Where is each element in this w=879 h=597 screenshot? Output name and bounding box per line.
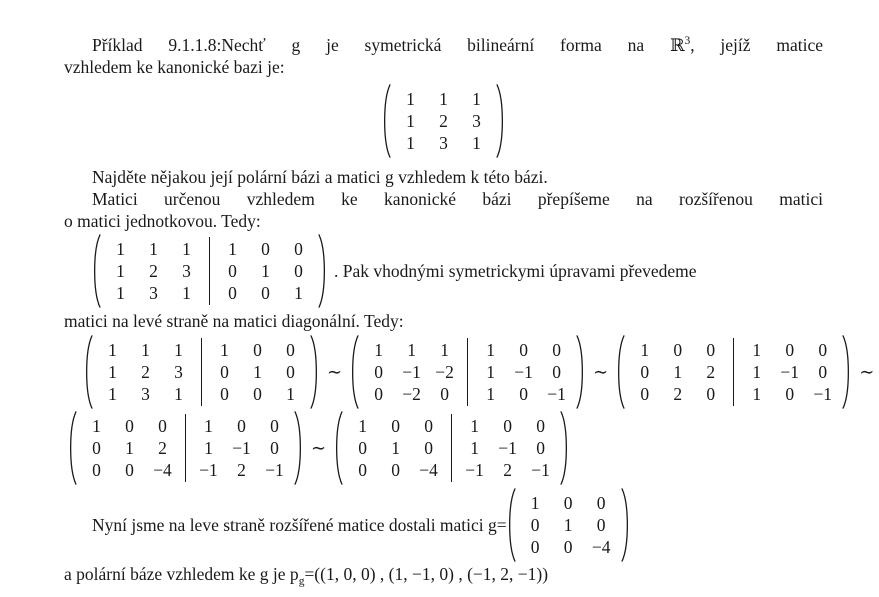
matrix-cell: 0 xyxy=(286,362,295,382)
matrix-cell: 0 xyxy=(785,340,795,360)
matrix-cell: 0 xyxy=(125,416,134,436)
matrix-cell: 0 xyxy=(818,340,828,360)
right-paren-icon xyxy=(576,335,585,409)
matrix-cell: 1 xyxy=(406,89,415,109)
matrix-cell: 1 xyxy=(286,384,295,404)
matrix-cell: 0 xyxy=(228,261,237,281)
matrix-cell: 0 xyxy=(563,493,573,513)
matrix-cell: 2 xyxy=(706,362,716,382)
right-paren-icon xyxy=(496,84,505,158)
matrix-cell: 0 xyxy=(92,460,101,480)
matrix-block xyxy=(93,339,198,405)
matrix-cell: −1 xyxy=(813,384,832,404)
polar-subscript: g xyxy=(298,575,305,588)
matrix-cell: 2 xyxy=(503,460,512,480)
matrix-cell: 0 xyxy=(158,416,167,436)
polar-text-pre: a polární báze vzhledem ke g je p xyxy=(64,564,299,584)
task-line-2: Matici určenou vzhledem ke kanonické bázi přepíšeme na rozšířenou matici xyxy=(92,189,823,209)
matrix-cell: −1 xyxy=(199,460,218,480)
matrix-cell: 0 xyxy=(391,416,400,436)
tilde-operator: ∼ xyxy=(327,362,343,382)
matrix-cell: 0 xyxy=(536,438,545,458)
matrix-cell: 1 xyxy=(261,261,270,281)
matrix-cell: 0 xyxy=(237,416,246,436)
matrix-cell: 0 xyxy=(640,384,650,404)
matrix-block xyxy=(455,415,560,481)
matrix-cell: 0 xyxy=(706,384,716,404)
augmentation-divider xyxy=(201,338,202,406)
matrix-cell: 0 xyxy=(552,362,561,382)
augmented-setup-row xyxy=(92,234,823,308)
matrix-cell: 1 xyxy=(294,283,303,303)
matrix-cell: 0 xyxy=(673,340,683,360)
augmentation-divider xyxy=(185,414,186,482)
matrix-cell: −1 xyxy=(780,362,799,382)
matrix-cell: 0 xyxy=(261,283,270,303)
elimination-chain-row-1 xyxy=(84,335,875,409)
left-paren-icon xyxy=(616,335,625,409)
matrix-cell: 1 xyxy=(116,283,125,303)
intro-line-2: vzhledem ke kanonické bazi je: xyxy=(64,57,285,77)
matrix-cell: 1 xyxy=(253,362,262,382)
matrix-cell: 1 xyxy=(640,340,650,360)
result-row xyxy=(64,488,823,562)
matrix-cell: 0 xyxy=(358,460,367,480)
matrix-cell: 3 xyxy=(149,283,158,303)
matrix-cell: 1 xyxy=(108,362,117,382)
matrix-cell: 0 xyxy=(294,239,303,259)
matrix-cell: 1 xyxy=(486,384,495,404)
matrix-cell: 1 xyxy=(174,384,183,404)
matrix-cell: −2 xyxy=(402,384,421,404)
augmentation-divider xyxy=(467,338,468,406)
matrix-cell: −1 xyxy=(402,362,421,382)
matrix-cell: 0 xyxy=(563,537,573,557)
matrix-cell: −1 xyxy=(531,460,550,480)
matrix-cell: 1 xyxy=(374,340,383,360)
matrix-cell: 0 xyxy=(374,384,383,404)
intro-line-1 xyxy=(64,34,823,56)
matrix-cell: 1 xyxy=(358,416,367,436)
matrix-cell: 0 xyxy=(294,261,303,281)
matrix-cell: −4 xyxy=(419,460,438,480)
matrix-cell: 2 xyxy=(237,460,246,480)
left-paren-icon xyxy=(92,234,101,308)
matrix-cell: 0 xyxy=(530,537,540,557)
matrix-cell: 0 xyxy=(519,384,528,404)
matrix-cell: 1 xyxy=(406,111,415,131)
matrix-block xyxy=(471,339,576,405)
chain-matrix-2 xyxy=(350,335,585,409)
matrix-cell: 0 xyxy=(536,416,545,436)
matrix-cell: 0 xyxy=(270,416,279,436)
matrix-cell: 2 xyxy=(158,438,167,458)
matrix-cell: 1 xyxy=(391,438,400,458)
matrix-cell: 0 xyxy=(286,340,295,360)
matrix-cell: 1 xyxy=(116,261,125,281)
matrix-cell: 1 xyxy=(141,340,150,360)
augmentation-divider xyxy=(209,237,210,305)
augmentation-divider xyxy=(733,338,734,406)
left-paren-icon xyxy=(68,411,77,485)
matrix-cell: 0 xyxy=(596,515,606,535)
matrix-block xyxy=(625,339,730,405)
matrix-cell: 1 xyxy=(470,416,479,436)
matrix-cell: 1 xyxy=(530,493,540,513)
matrix-cell: 1 xyxy=(116,239,125,259)
matrix-cell: 1 xyxy=(472,133,481,153)
matrix-block xyxy=(359,339,464,405)
reals-symbol: ℝ xyxy=(669,35,685,55)
matrix-cell: 1 xyxy=(108,340,117,360)
matrix-block xyxy=(189,415,294,481)
matrix-cell: 0 xyxy=(552,340,561,360)
polar-basis-line xyxy=(64,563,823,588)
matrix-cell: 1 xyxy=(228,239,237,259)
matrix-cell: 0 xyxy=(530,515,540,535)
left-paren-icon xyxy=(507,488,516,562)
matrix-block xyxy=(77,415,182,481)
matrix-block xyxy=(213,238,318,304)
matrix-cell: 0 xyxy=(228,283,237,303)
intro-text-pre: Příklad 9.1.1.8:Nechť g je symetrická bilineární forma na xyxy=(92,35,670,55)
canonical-matrix xyxy=(382,84,505,158)
tilde-operator: ∼ xyxy=(593,362,609,382)
task-line-3: o matici jednotkovou. Tedy: xyxy=(64,211,261,231)
matrix-cell: 1 xyxy=(92,416,101,436)
polar-text-post: =((1, 0, 0) , (1, −1, 0) , (−1, 2, −1)) xyxy=(304,564,549,584)
canonical-matrix-display xyxy=(64,84,823,158)
tilde-operator: ∼ xyxy=(859,362,875,382)
matrix-cell: 1 xyxy=(182,239,191,259)
reals-superscript: 3 xyxy=(684,35,691,48)
matrix-cell: 3 xyxy=(472,111,481,131)
matrix-cell: 0 xyxy=(596,493,606,513)
matrix-cell: 1 xyxy=(204,438,213,458)
matrix-cell: 0 xyxy=(253,384,262,404)
matrix-cell: 0 xyxy=(785,384,795,404)
matrix-cell: −1 xyxy=(514,362,533,382)
right-paren-icon xyxy=(842,335,851,409)
matrix-cell: 1 xyxy=(439,89,448,109)
matrix-cell: −1 xyxy=(232,438,251,458)
intro-text-post: , jejíž matice xyxy=(690,35,823,55)
matrix-cell: 0 xyxy=(424,438,433,458)
matrix-cell: 1 xyxy=(108,384,117,404)
diagonal-matrix xyxy=(507,488,630,562)
matrix-cell: 0 xyxy=(358,438,367,458)
matrix-cell: 1 xyxy=(470,438,479,458)
left-paren-icon xyxy=(382,84,391,158)
matrix-cell: 0 xyxy=(92,438,101,458)
matrix-cell: 1 xyxy=(472,89,481,109)
matrix-cell: −1 xyxy=(547,384,566,404)
matrix-block xyxy=(516,492,621,558)
matrix-cell: 1 xyxy=(174,340,183,360)
matrix-cell: −4 xyxy=(591,537,611,557)
matrix-cell: 0 xyxy=(503,416,512,436)
right-paren-icon xyxy=(621,488,630,562)
matrix-cell: 1 xyxy=(125,438,134,458)
tilde-operator: ∼ xyxy=(311,438,327,458)
matrix-block xyxy=(391,88,496,154)
matrix-cell: 1 xyxy=(752,362,762,382)
matrix-cell: 1 xyxy=(752,384,762,404)
matrix-cell: 1 xyxy=(406,133,415,153)
matrix-cell: 1 xyxy=(673,362,683,382)
matrix-cell: −1 xyxy=(498,438,517,458)
matrix-cell: 1 xyxy=(204,416,213,436)
matrix-cell: 0 xyxy=(253,340,262,360)
matrix-cell: 0 xyxy=(391,460,400,480)
chain-matrix-5 xyxy=(334,411,569,485)
matrix-cell: 0 xyxy=(261,239,270,259)
matrix-cell: 1 xyxy=(563,515,573,535)
matrix-cell: 0 xyxy=(220,384,229,404)
matrix-cell: 0 xyxy=(640,362,650,382)
matrix-cell: 2 xyxy=(149,261,158,281)
matrix-cell: −1 xyxy=(265,460,284,480)
matrix-block xyxy=(737,339,842,405)
setup-after-text: . Pak vhodnými symetrickymi úpravami převedeme xyxy=(334,261,697,281)
matrix-cell: 1 xyxy=(220,340,229,360)
matrix-cell: −4 xyxy=(153,460,172,480)
matrix-cell: 0 xyxy=(125,460,134,480)
matrix-block xyxy=(101,238,206,304)
matrix-cell: −2 xyxy=(435,362,454,382)
augmented-matrix xyxy=(92,234,327,308)
matrix-block xyxy=(205,339,310,405)
matrix-cell: 3 xyxy=(141,384,150,404)
chain-matrix-1 xyxy=(84,335,319,409)
matrix-cell: −1 xyxy=(465,460,484,480)
right-paren-icon xyxy=(318,234,327,308)
matrix-cell: 1 xyxy=(486,340,495,360)
right-paren-icon xyxy=(310,335,319,409)
right-paren-icon xyxy=(560,411,569,485)
matrix-cell: 1 xyxy=(149,239,158,259)
chain-matrix-4 xyxy=(68,411,303,485)
matrix-cell: 3 xyxy=(439,133,448,153)
matrix-cell: 0 xyxy=(440,384,449,404)
matrix-cell: 0 xyxy=(519,340,528,360)
matrix-cell: 1 xyxy=(752,340,762,360)
matrix-cell: 2 xyxy=(439,111,448,131)
matrix-cell: 3 xyxy=(174,362,183,382)
task-line-1: Najděte nějakou její polární bázi a matici g vzhledem k této bázi. xyxy=(92,167,548,187)
matrix-cell: 0 xyxy=(270,438,279,458)
result-text: Nyní jsme na leve straně rozšířené matice dostali matici g= xyxy=(92,515,507,535)
matrix-cell: 0 xyxy=(818,362,828,382)
matrix-cell: 1 xyxy=(182,283,191,303)
matrix-cell: 3 xyxy=(182,261,191,281)
matrix-block xyxy=(343,415,448,481)
elimination-chain-row-2 xyxy=(68,411,823,485)
augmentation-divider xyxy=(451,414,452,482)
matrix-cell: 1 xyxy=(486,362,495,382)
matrix-cell: 1 xyxy=(440,340,449,360)
matrix-cell: 2 xyxy=(141,362,150,382)
left-paren-icon xyxy=(350,335,359,409)
matrix-cell: 0 xyxy=(374,362,383,382)
right-paren-icon xyxy=(294,411,303,485)
matrix-cell: 0 xyxy=(706,340,716,360)
matrix-cell: 0 xyxy=(220,362,229,382)
matrix-cell: 1 xyxy=(407,340,416,360)
setup-next-line: matici na levé straně na matici diagonální. Tedy: xyxy=(64,311,404,331)
matrix-cell: 2 xyxy=(673,384,683,404)
left-paren-icon xyxy=(84,335,93,409)
left-paren-icon xyxy=(334,411,343,485)
chain-matrix-3 xyxy=(616,335,851,409)
matrix-cell: 0 xyxy=(424,416,433,436)
